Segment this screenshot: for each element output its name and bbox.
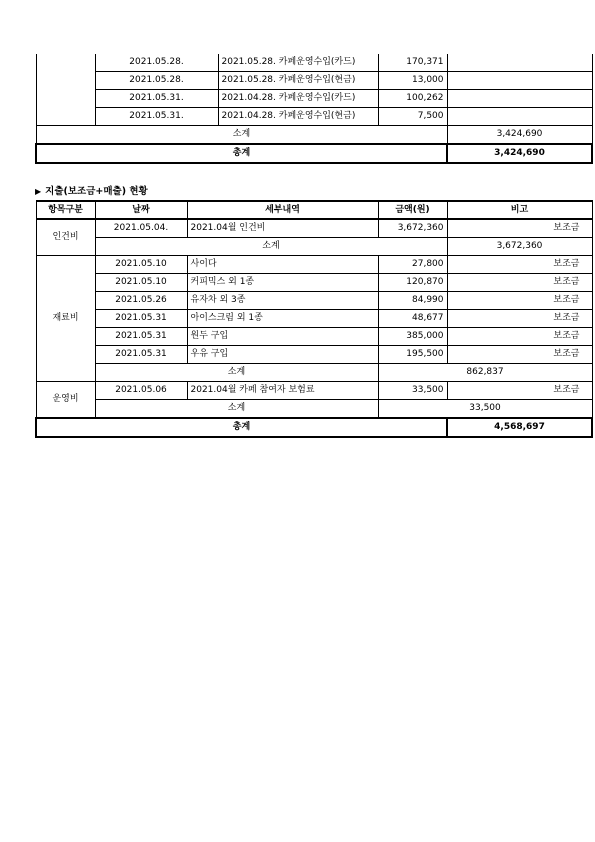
header-amount: 금액(원) <box>378 201 447 219</box>
triangle-right-icon: ▶ <box>35 187 42 196</box>
category-cell: 인건비 <box>36 219 95 256</box>
subtotal-row <box>36 126 592 145</box>
detail-cell: 원두 구입 <box>187 328 378 346</box>
category-cell: 운영비 <box>36 382 95 419</box>
subtotal-label: 소계 <box>36 126 447 145</box>
section-title-text: 지출(보조금+매출) 현황 <box>45 186 148 197</box>
detail-cell: 사이다 <box>187 256 378 274</box>
note-cell <box>447 72 592 90</box>
total-row <box>36 144 592 163</box>
detail-cell: 2021.05.28. 카페운영수입(현금) <box>218 72 378 90</box>
amount-cell: 84,990 <box>378 292 447 310</box>
note-cell: 보조금 <box>447 346 592 364</box>
amount-cell: 33,500 <box>378 382 447 400</box>
total-value: 3,424,690 <box>447 144 592 163</box>
header-note: 비고 <box>447 201 592 219</box>
section-title <box>35 183 148 197</box>
subtotal-label: 소계 <box>95 400 378 419</box>
amount-cell: 195,500 <box>378 346 447 364</box>
total-value: 4,568,697 <box>447 418 592 437</box>
table-row <box>36 54 592 72</box>
date-cell: 2021.05.06 <box>95 382 187 400</box>
header-row <box>36 201 592 219</box>
subtotal-label: 소계 <box>95 238 447 256</box>
detail-cell: 2021.04.28. 카페운영수입(현금) <box>218 108 378 126</box>
detail-cell: 아이스크림 외 1종 <box>187 310 378 328</box>
detail-cell: 2021.04월 인건비 <box>187 219 378 238</box>
table-row <box>36 72 592 90</box>
detail-cell: 유자차 외 3종 <box>187 292 378 310</box>
detail-cell: 커피믹스 외 1종 <box>187 274 378 292</box>
category-cell: 재료비 <box>36 256 95 382</box>
detail-cell: 2021.05.28. 카페운영수입(카드) <box>218 54 378 72</box>
note-cell: 보조금 <box>447 256 592 274</box>
table-row <box>36 256 592 274</box>
table-row <box>36 328 592 346</box>
detail-cell: 우유 구입 <box>187 346 378 364</box>
detail-cell: 2021.04월 카페 참여자 보험료 <box>187 382 378 400</box>
header-date: 날짜 <box>95 201 187 219</box>
subtotal-label: 소계 <box>95 364 378 382</box>
note-cell: 보조금 <box>447 274 592 292</box>
subtotal-value: 862,837 <box>378 364 592 382</box>
header-category: 항목구분 <box>36 201 95 219</box>
table-row <box>36 108 592 126</box>
date-cell: 2021.05.10 <box>95 274 187 292</box>
date-cell: 2021.05.28. <box>95 54 218 72</box>
table-row <box>36 90 592 108</box>
note-cell: 보조금 <box>447 382 592 400</box>
note-cell: 보조금 <box>447 219 592 238</box>
note-cell <box>447 90 592 108</box>
amount-cell: 100,262 <box>378 90 447 108</box>
amount-cell: 48,677 <box>378 310 447 328</box>
table-row <box>36 219 592 238</box>
date-cell: 2021.05.31 <box>95 310 187 328</box>
note-cell: 보조금 <box>447 292 592 310</box>
note-cell: 보조금 <box>447 310 592 328</box>
date-cell: 2021.05.28. <box>95 72 218 90</box>
table-row <box>36 310 592 328</box>
amount-cell: 27,800 <box>378 256 447 274</box>
table-row <box>36 346 592 364</box>
table-row <box>36 274 592 292</box>
subtotal-value: 3,672,360 <box>447 238 592 256</box>
total-row <box>36 418 592 437</box>
subtotal-row <box>36 400 592 419</box>
subtotal-row <box>36 364 592 382</box>
amount-cell: 120,870 <box>378 274 447 292</box>
date-cell: 2021.05.04. <box>95 219 187 238</box>
table-row <box>36 382 592 400</box>
amount-cell: 13,000 <box>378 72 447 90</box>
subtotal-row <box>36 238 592 256</box>
amount-cell: 3,672,360 <box>378 219 447 238</box>
total-label: 총계 <box>36 144 447 163</box>
date-cell: 2021.05.31 <box>95 328 187 346</box>
income-table <box>35 54 593 164</box>
subtotal-value: 33,500 <box>378 400 592 419</box>
date-cell: 2021.05.31. <box>95 90 218 108</box>
date-cell: 2021.05.31. <box>95 108 218 126</box>
detail-cell: 2021.04.28. 카페운영수입(카드) <box>218 90 378 108</box>
note-cell: 보조금 <box>447 328 592 346</box>
note-cell <box>447 108 592 126</box>
expense-table <box>35 200 593 438</box>
table-row <box>36 292 592 310</box>
category-cell <box>36 54 95 126</box>
amount-cell: 385,000 <box>378 328 447 346</box>
amount-cell: 170,371 <box>378 54 447 72</box>
date-cell: 2021.05.10 <box>95 256 187 274</box>
total-label: 총계 <box>36 418 447 437</box>
header-detail: 세부내역 <box>187 201 378 219</box>
date-cell: 2021.05.31 <box>95 346 187 364</box>
note-cell <box>447 54 592 72</box>
amount-cell: 7,500 <box>378 108 447 126</box>
subtotal-value: 3,424,690 <box>447 126 592 145</box>
date-cell: 2021.05.26 <box>95 292 187 310</box>
